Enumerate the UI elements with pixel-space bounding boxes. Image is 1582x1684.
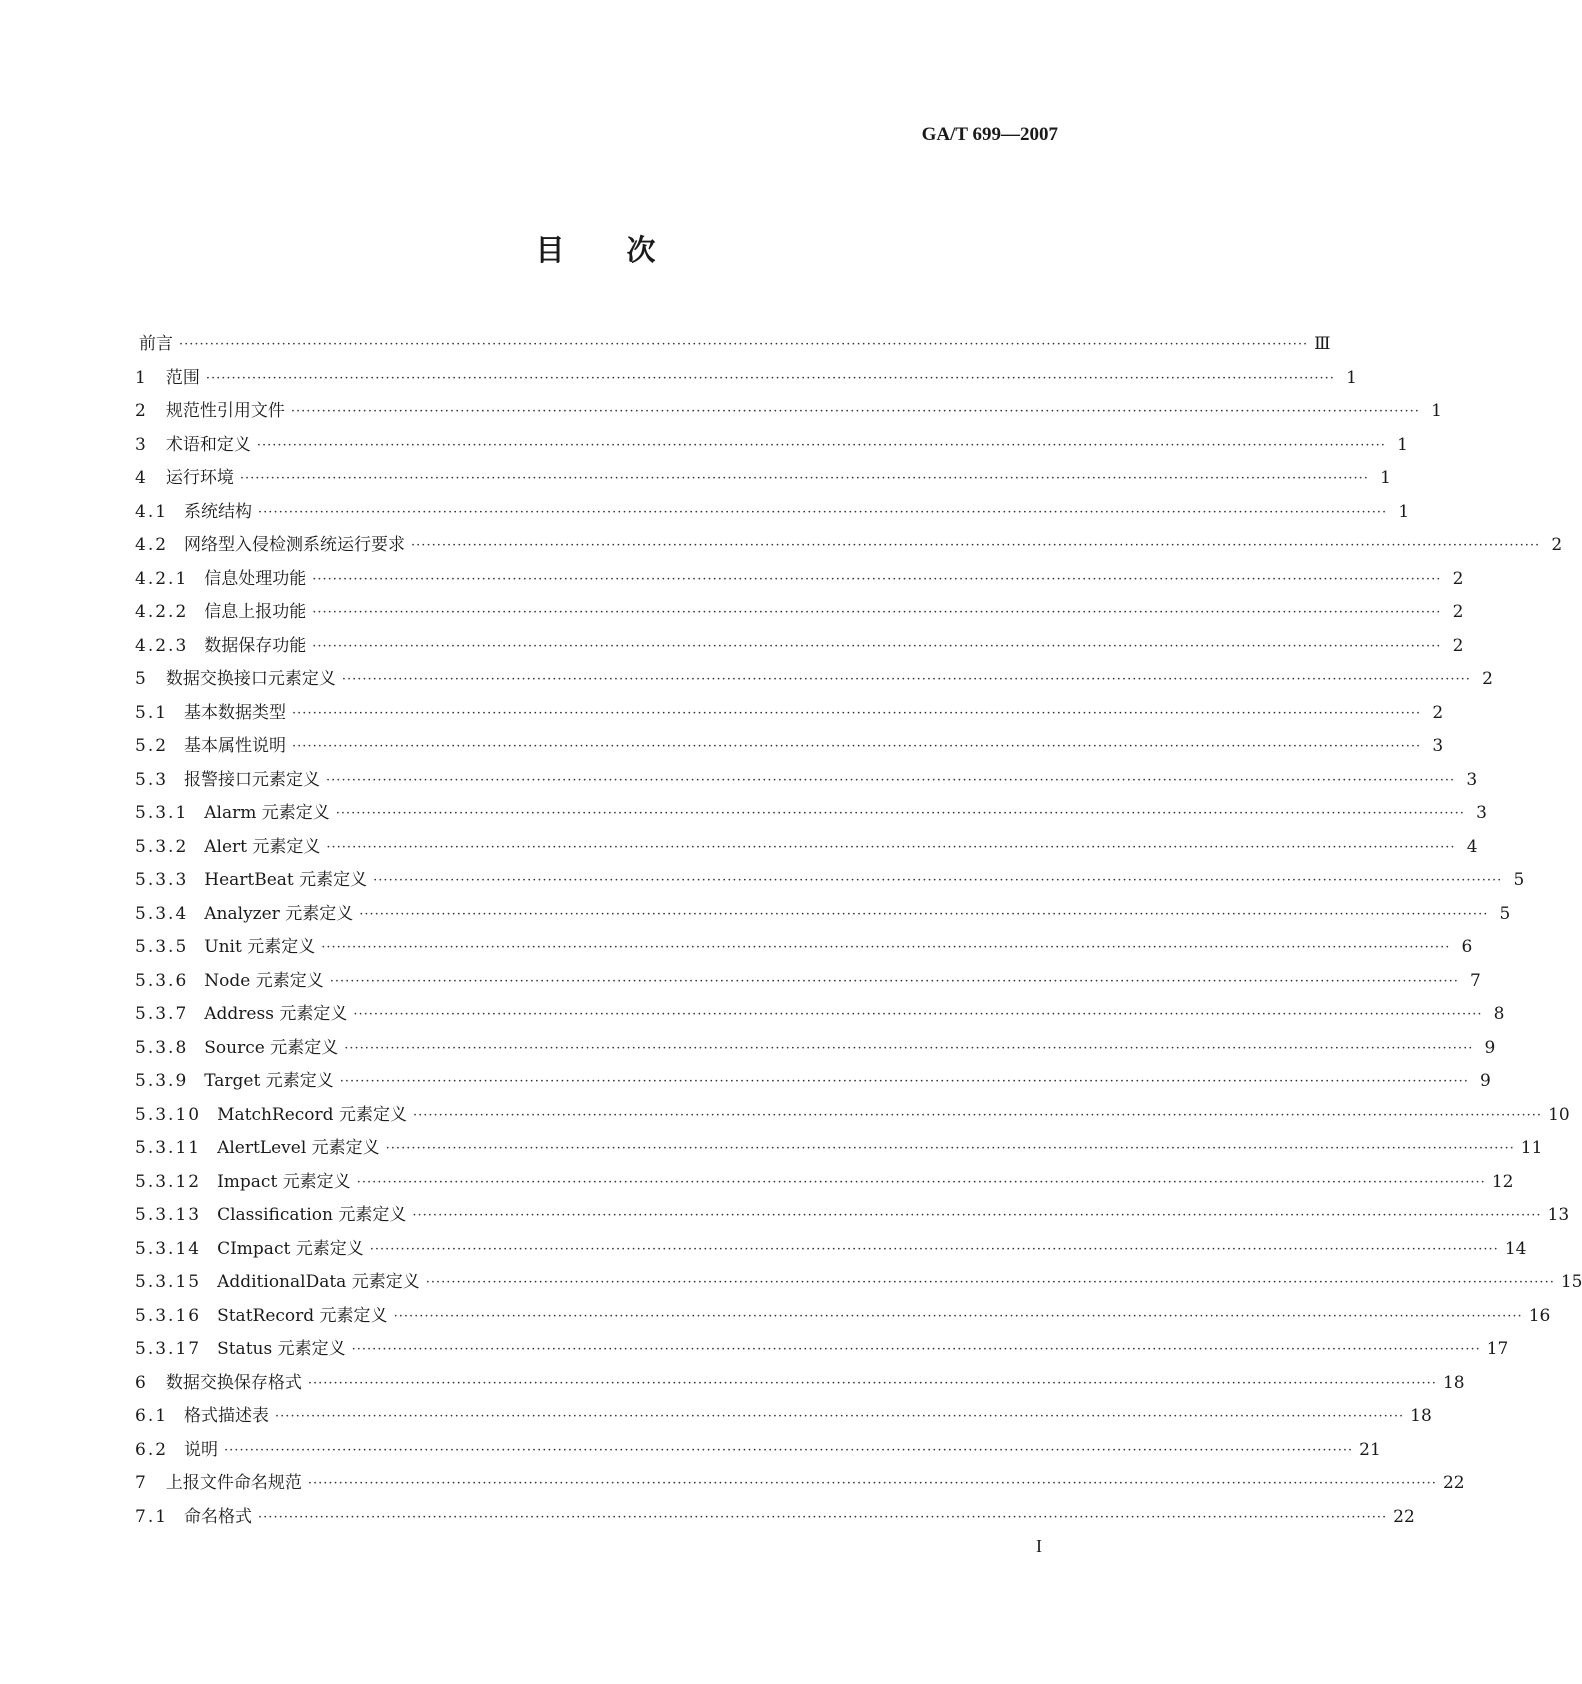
toc-leader-dots: ···························································································································································································································· bbox=[292, 705, 1422, 721]
toc-entry-page: 8 bbox=[1493, 1004, 1505, 1024]
toc-entry[interactable] bbox=[135, 597, 1464, 631]
toc-leader-dots: ···························································································································································································································· bbox=[307, 1375, 1437, 1391]
toc-entry-page: 6 bbox=[1461, 937, 1473, 957]
toc-entry-page: 2 bbox=[1482, 669, 1493, 689]
toc-entry-number: 5.3.10 bbox=[135, 1104, 202, 1125]
table-of-contents bbox=[135, 329, 1582, 1535]
toc-entry-number: 5.3.9 bbox=[135, 1071, 189, 1091]
toc-entry-number: 6 bbox=[135, 1372, 148, 1393]
toc-leader-dots: ···························································································································································································································· bbox=[351, 1342, 1481, 1357]
toc-entry-number: 7 bbox=[135, 1473, 148, 1493]
toc-entry[interactable] bbox=[135, 1167, 1514, 1201]
toc-entry-title: StatRecord 元素定义 bbox=[217, 1305, 388, 1326]
toc-leader-dots: ···························································································································································································································· bbox=[329, 973, 1459, 989]
toc-entry-title: HeartBeat 元素定义 bbox=[204, 870, 368, 890]
toc-entry-page: 1 bbox=[1380, 468, 1391, 488]
toc-entry-title: Unit 元素定义 bbox=[204, 937, 316, 957]
toc-leader-dots: ···························································································································································································································· bbox=[335, 806, 1465, 821]
toc-entry-title: AdditionalData 元素定义 bbox=[217, 1272, 420, 1292]
toc-entry[interactable] bbox=[135, 1133, 1543, 1167]
toc-entry-page: 2 bbox=[1432, 702, 1444, 723]
toc-entry-title: Address 元素定义 bbox=[204, 1004, 348, 1024]
toc-entry[interactable] bbox=[135, 396, 1442, 430]
toc-entry-page: 5 bbox=[1499, 903, 1511, 924]
toc-leader-dots: ···························································································································································································································· bbox=[425, 1275, 1555, 1290]
toc-entry-number: 4.1 bbox=[135, 501, 169, 522]
toc-title-char-2: 次 bbox=[626, 233, 656, 267]
toc-entry[interactable] bbox=[135, 1301, 1551, 1335]
toc-leader-dots: ···························································································································································································································· bbox=[258, 504, 1388, 520]
toc-entry-title: 数据交换接口元素定义 bbox=[165, 669, 336, 689]
toc-entry-title: 系统结构 bbox=[184, 501, 253, 522]
toc-entry-title: 网络型入侵检测系统运行要求 bbox=[184, 535, 406, 555]
toc-entry[interactable] bbox=[135, 798, 1487, 832]
toc-entry-number: 5.3.6 bbox=[135, 970, 189, 991]
toc-entry[interactable] bbox=[135, 865, 1525, 899]
toc-entry-number: 5.3.1 bbox=[135, 803, 189, 823]
toc-entry-number: 5.3.14 bbox=[135, 1238, 202, 1259]
toc-entry[interactable] bbox=[135, 932, 1473, 966]
toc-entry-title: 术语和定义 bbox=[165, 434, 251, 455]
toc-entry-page: 11 bbox=[1520, 1138, 1543, 1158]
toc-entry[interactable] bbox=[135, 1435, 1381, 1469]
toc-entry-number: 5.3 bbox=[135, 769, 169, 790]
toc-entry-title: MatchRecord 元素定义 bbox=[217, 1104, 407, 1125]
toc-entry[interactable] bbox=[135, 832, 1478, 866]
toc-entry[interactable] bbox=[135, 1033, 1496, 1067]
toc-entry-title: 规范性引用文件 bbox=[165, 401, 285, 421]
toc-entry[interactable] bbox=[135, 1401, 1432, 1435]
toc-entry-number: 5.3.3 bbox=[135, 870, 189, 890]
toc-entry[interactable] bbox=[135, 530, 1563, 564]
toc-entry-title: CImpact 元素定义 bbox=[217, 1238, 364, 1259]
toc-entry-number: 5.3.17 bbox=[135, 1339, 202, 1359]
toc-entry-page: 2 bbox=[1452, 635, 1464, 656]
toc-leader-dots: ···························································································································································································································· bbox=[359, 906, 1489, 922]
toc-entry-title: AlertLevel 元素定义 bbox=[217, 1138, 380, 1158]
toc-leader-dots: ···························································································································································································································· bbox=[312, 571, 1442, 587]
toc-entry[interactable] bbox=[135, 463, 1391, 497]
toc-leader-dots: ···························································································································································································································· bbox=[256, 437, 1386, 453]
toc-entry-number: 2 bbox=[135, 401, 148, 421]
toc-entry-page: 22 bbox=[1442, 1473, 1465, 1493]
toc-entry[interactable] bbox=[135, 363, 1357, 397]
toc-entry-number: 5.3.15 bbox=[135, 1272, 202, 1292]
toc-entry-number: 5.2 bbox=[135, 736, 169, 756]
toc-entry-page: 3 bbox=[1432, 736, 1444, 756]
toc-entry-number: 4 bbox=[135, 468, 148, 488]
toc-entry-page: 9 bbox=[1480, 1071, 1491, 1091]
toc-entry-page: 1 bbox=[1397, 434, 1408, 455]
toc-entry-title: Node 元素定义 bbox=[204, 970, 324, 991]
toc-entry-page: 2 bbox=[1452, 602, 1464, 622]
toc-entry[interactable] bbox=[135, 1100, 1570, 1134]
toc-entry-title: 格式描述表 bbox=[184, 1406, 270, 1426]
toc-entry-number: 5.3.12 bbox=[135, 1171, 202, 1192]
toc-entry-title: 数据保存功能 bbox=[204, 635, 307, 656]
toc-entry-number: 5.3.16 bbox=[135, 1305, 202, 1326]
toc-entry[interactable] bbox=[135, 664, 1493, 698]
toc-entry-number: 5.3.2 bbox=[135, 836, 189, 857]
toc-entry-page: 1 bbox=[1431, 401, 1442, 421]
toc-entry[interactable] bbox=[135, 966, 1481, 1000]
toc-entry[interactable] bbox=[135, 731, 1444, 765]
toc-entry-title: Alert 元素定义 bbox=[204, 836, 321, 857]
toc-entry-number: 4.2.3 bbox=[135, 635, 189, 656]
toc-entry-page: 22 bbox=[1393, 1506, 1415, 1527]
toc-entry[interactable] bbox=[135, 1066, 1491, 1100]
toc-entry-page: 4 bbox=[1466, 836, 1478, 857]
toc-entry-page: 2 bbox=[1551, 535, 1563, 555]
toc-leader-dots: ···························································································································································································································· bbox=[373, 873, 1503, 888]
toc-entry-page: 9 bbox=[1484, 1037, 1496, 1058]
toc-entry[interactable] bbox=[135, 631, 1464, 665]
toc-entry-page: 3 bbox=[1476, 803, 1487, 823]
toc-entry[interactable] bbox=[135, 1334, 1509, 1368]
toc-entry-number: 5 bbox=[135, 669, 148, 689]
toc-leader-dots: ···························································································································································································································· bbox=[393, 1308, 1523, 1324]
toc-leader-dots: ···························································································································································································································· bbox=[344, 1040, 1474, 1056]
toc-entry-number: 5.1 bbox=[135, 702, 169, 723]
toc-entry-title: 范围 bbox=[165, 367, 200, 388]
toc-entry-number: 5.3.4 bbox=[135, 903, 189, 924]
toc-entry-title: 基本数据类型 bbox=[184, 702, 287, 723]
toc-leader-dots: ···························································································································································································································· bbox=[412, 1208, 1542, 1223]
toc-entry-number: 5.3.8 bbox=[135, 1037, 189, 1058]
toc-title-char-1: 目 bbox=[535, 233, 565, 267]
toc-entry-title: 运行环境 bbox=[165, 468, 234, 488]
toc-entry-number: 4.2.2 bbox=[135, 602, 189, 622]
toc-leader-dots: ···························································································································································································································· bbox=[205, 370, 1335, 386]
toc-entry-page: 15 bbox=[1560, 1272, 1582, 1292]
toc-leader-dots: ···························································································································································································································· bbox=[356, 1174, 1486, 1190]
toc-entry-page: 2 bbox=[1452, 568, 1464, 589]
toc-leader-dots: ···························································································································································································································· bbox=[312, 605, 1442, 620]
toc-entry-title: 上报文件命名规范 bbox=[165, 1473, 302, 1493]
toc-entry[interactable] bbox=[135, 698, 1444, 732]
toc-entry-page: 18 bbox=[1410, 1406, 1432, 1426]
toc-leader-dots: ···························································································································································································································· bbox=[412, 1107, 1543, 1123]
toc-entry-page: 7 bbox=[1470, 970, 1481, 991]
toc-entry-number: 5.3.5 bbox=[135, 937, 189, 957]
toc-entry-page: 1 bbox=[1346, 367, 1357, 388]
toc-leader-dots: ···························································································································································································································· bbox=[292, 739, 1422, 754]
toc-leader-dots: ···························································································································································································································· bbox=[326, 772, 1456, 788]
toc-entry-page: 14 bbox=[1504, 1238, 1527, 1259]
toc-leader-dots: ···························································································································································································································· bbox=[353, 1007, 1483, 1022]
toc-leader-dots: ···························································································································································································································· bbox=[321, 940, 1451, 955]
toc-entry-number: 6.2 bbox=[135, 1439, 169, 1460]
toc-leader-dots: ···························································································································································································································· bbox=[339, 1074, 1469, 1089]
toc-entry-number: 5.3.13 bbox=[135, 1205, 202, 1225]
toc-leader-dots: ···························································································································································································································· bbox=[326, 839, 1456, 855]
toc-entry-title: 基本属性说明 bbox=[184, 736, 287, 756]
toc-entry[interactable] bbox=[135, 564, 1464, 598]
toc-entry-page: 10 bbox=[1548, 1104, 1570, 1125]
toc-entry-number: 6.1 bbox=[135, 1406, 169, 1426]
toc-entry[interactable] bbox=[135, 497, 1410, 531]
toc-entry-title: 说明 bbox=[184, 1439, 219, 1460]
toc-entry-title: Classification 元素定义 bbox=[217, 1205, 407, 1225]
toc-entry-title: 前言 bbox=[139, 334, 173, 354]
toc-entry-title: Status 元素定义 bbox=[217, 1339, 346, 1359]
toc-entry[interactable] bbox=[135, 1234, 1527, 1268]
toc-entry-title: Analyzer 元素定义 bbox=[204, 903, 354, 924]
toc-leader-dots: ···························································································································································································································· bbox=[341, 672, 1471, 687]
toc-entry-page: 3 bbox=[1466, 769, 1478, 790]
toc-leader-dots: ···························································································································································································································· bbox=[290, 404, 1420, 419]
toc-entry-title: 报警接口元素定义 bbox=[184, 769, 321, 790]
toc-entry-page: 5 bbox=[1513, 870, 1525, 890]
toc-entry-title: Alarm 元素定义 bbox=[204, 803, 330, 823]
toc-entry-title: Target 元素定义 bbox=[204, 1071, 334, 1091]
toc-leader-dots: ···························································································································································································································· bbox=[369, 1241, 1499, 1257]
toc-entry-title: 数据交换保存格式 bbox=[165, 1372, 302, 1393]
page-number: I bbox=[1036, 1536, 1042, 1556]
toc-leader-dots: ···························································································································································································································· bbox=[312, 638, 1442, 654]
toc-entry-number: 7.1 bbox=[135, 1506, 169, 1527]
toc-entry-title: Source 元素定义 bbox=[204, 1037, 339, 1058]
toc-entry-title: 命名格式 bbox=[184, 1506, 253, 1527]
toc-entry-page: 17 bbox=[1486, 1339, 1509, 1359]
toc-entry[interactable] bbox=[135, 1368, 1465, 1402]
toc-entry-page: 1 bbox=[1398, 501, 1410, 522]
toc-entry[interactable] bbox=[135, 999, 1505, 1033]
toc-entry[interactable] bbox=[135, 1502, 1415, 1536]
toc-leader-dots: ···························································································································································································································· bbox=[307, 1476, 1437, 1491]
toc-entry-title: Impact 元素定义 bbox=[217, 1171, 351, 1192]
toc-entry-title: 信息处理功能 bbox=[204, 568, 307, 589]
toc-leader-dots: ···························································································································································································································· bbox=[258, 1509, 1388, 1525]
toc-entry-page: 16 bbox=[1528, 1305, 1551, 1326]
toc-leader-dots: ···························································································································································································································· bbox=[239, 471, 1369, 486]
toc-entry-page: Ⅲ bbox=[1314, 334, 1331, 354]
toc-entry-number: 3 bbox=[135, 434, 148, 455]
toc-entry[interactable] bbox=[135, 1468, 1465, 1502]
toc-leader-dots: ···························································································································································································································· bbox=[411, 538, 1541, 553]
toc-entry-page: 18 bbox=[1442, 1372, 1465, 1393]
toc-entry-number: 4.2.1 bbox=[135, 568, 189, 589]
toc-leader-dots: ···························································································································································································································· bbox=[224, 1442, 1354, 1458]
toc-entry[interactable] bbox=[135, 1267, 1582, 1301]
toc-entry[interactable] bbox=[135, 899, 1511, 933]
toc-entry-number: 4.2 bbox=[135, 535, 169, 555]
toc-leader-dots: ···························································································································································································································· bbox=[385, 1141, 1515, 1156]
toc-entry-number: 5.3.11 bbox=[135, 1138, 202, 1158]
toc-title bbox=[0, 228, 1191, 269]
toc-entry[interactable] bbox=[135, 329, 1331, 363]
toc-entry-page: 13 bbox=[1547, 1205, 1570, 1225]
toc-entry-title: 信息上报功能 bbox=[204, 602, 307, 622]
toc-entry[interactable] bbox=[135, 765, 1478, 799]
toc-entry-number: 1 bbox=[135, 367, 148, 388]
toc-entry[interactable] bbox=[135, 430, 1408, 464]
toc-entry-number: 5.3.7 bbox=[135, 1004, 189, 1024]
document-code: GA/T 699—2007 bbox=[921, 124, 1058, 145]
toc-entry[interactable] bbox=[135, 1200, 1570, 1234]
toc-entry-page: 12 bbox=[1491, 1171, 1514, 1192]
toc-leader-dots: ···························································································································································································································· bbox=[275, 1409, 1405, 1424]
toc-leader-dots: ···························································································································································································································· bbox=[179, 337, 1309, 352]
toc-entry-page: 21 bbox=[1359, 1439, 1381, 1460]
